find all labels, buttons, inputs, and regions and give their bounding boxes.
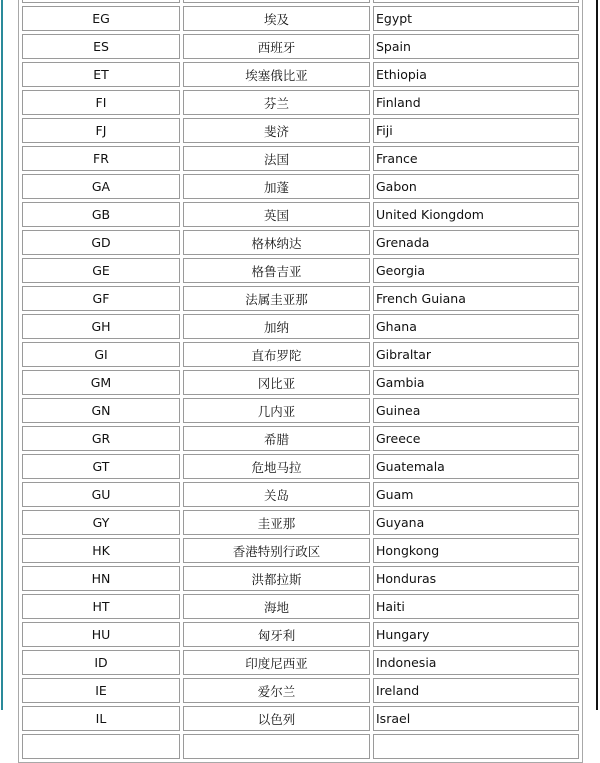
chinese-name-cell: 希腊 (183, 426, 370, 451)
table-row (22, 62, 579, 87)
english-name-cell: Hongkong (373, 538, 579, 563)
english-name-cell: Finland (373, 90, 579, 115)
table-row (22, 454, 579, 479)
table-row (22, 678, 579, 703)
country-code-cell: EG (22, 6, 180, 31)
table-row (22, 650, 579, 675)
country-code-cell: GH (22, 314, 180, 339)
chinese-name-cell: 几内亚 (183, 398, 370, 423)
table-row (22, 482, 579, 507)
country-code-cell: GI (22, 342, 180, 367)
english-name-cell: Gibraltar (373, 342, 579, 367)
country-code-cell: GA (22, 174, 180, 199)
table-row (22, 174, 579, 199)
chinese-name-cell: 洪都拉斯 (183, 566, 370, 591)
chinese-name-cell: 圭亚那 (183, 510, 370, 535)
country-code-cell: HK (22, 538, 180, 563)
window-right-border (596, 0, 598, 710)
chinese-name-cell: 格鲁吉亚 (183, 258, 370, 283)
country-code-cell: ID (22, 650, 180, 675)
table-row (22, 566, 579, 591)
english-name-cell: Georgia (373, 258, 579, 283)
table-row (22, 342, 579, 367)
table-row (22, 734, 579, 759)
country-code-cell (22, 734, 180, 759)
table-row (22, 398, 579, 423)
country-code-cell: HN (22, 566, 180, 591)
english-name-cell: Grenada (373, 230, 579, 255)
chinese-name-cell: 加蓬 (183, 174, 370, 199)
country-code-cell: GU (22, 482, 180, 507)
table-row (22, 370, 579, 395)
english-name-cell: Ethiopia (373, 62, 579, 87)
chinese-name-cell: 格林纳达 (183, 230, 370, 255)
chinese-name-cell: 西班牙 (183, 34, 370, 59)
country-code-cell: HT (22, 594, 180, 619)
english-name-cell: Fiji (373, 118, 579, 143)
chinese-name-cell: 冈比亚 (183, 370, 370, 395)
english-name-cell: Israel (373, 706, 579, 731)
chinese-name-cell: 匈牙利 (183, 622, 370, 647)
country-code-cell: FR (22, 146, 180, 171)
chinese-name-cell: 加纳 (183, 314, 370, 339)
english-name-cell: Honduras (373, 566, 579, 591)
country-code-cell: FI (22, 90, 180, 115)
english-name-cell: Guam (373, 482, 579, 507)
english-name-cell: Ghana (373, 314, 579, 339)
chinese-name-cell: 海地 (183, 594, 370, 619)
english-name-cell: United Kiongdom (373, 202, 579, 227)
chinese-name-cell: 埃塞俄比亚 (183, 62, 370, 87)
chinese-name-cell: 斐济 (183, 118, 370, 143)
chinese-name-cell: 危地马拉 (183, 454, 370, 479)
english-name-cell (373, 0, 579, 3)
english-name-cell: Haiti (373, 594, 579, 619)
country-code-cell: ES (22, 34, 180, 59)
table-row (22, 622, 579, 647)
table-row (22, 258, 579, 283)
table-row (22, 230, 579, 255)
english-name-cell: Guatemala (373, 454, 579, 479)
table-row (22, 286, 579, 311)
english-name-cell: France (373, 146, 579, 171)
english-name-cell: Hungary (373, 622, 579, 647)
chinese-name-cell: 英国 (183, 202, 370, 227)
table-row (22, 314, 579, 339)
table-row (22, 594, 579, 619)
country-code-cell: GD (22, 230, 180, 255)
table-row (22, 34, 579, 59)
country-code-cell: GT (22, 454, 180, 479)
table-row (22, 0, 579, 3)
table-row (22, 426, 579, 451)
english-name-cell: Ireland (373, 678, 579, 703)
country-code-cell: GE (22, 258, 180, 283)
chinese-name-cell: 关岛 (183, 482, 370, 507)
country-code-cell: GM (22, 370, 180, 395)
country-code-cell: IL (22, 706, 180, 731)
english-name-cell: Greece (373, 426, 579, 451)
english-name-cell: Spain (373, 34, 579, 59)
chinese-name-cell: 爱尔兰 (183, 678, 370, 703)
english-name-cell: French Guiana (373, 286, 579, 311)
chinese-name-cell: 法国 (183, 146, 370, 171)
country-code-cell: GN (22, 398, 180, 423)
country-code-cell: GR (22, 426, 180, 451)
table-row (22, 202, 579, 227)
chinese-name-cell (183, 734, 370, 759)
english-name-cell: Indonesia (373, 650, 579, 675)
country-code-cell: FJ (22, 118, 180, 143)
country-code-cell: GY (22, 510, 180, 535)
english-name-cell: Guinea (373, 398, 579, 423)
chinese-name-cell (183, 0, 370, 3)
table-row (22, 510, 579, 535)
country-code-table (18, 0, 583, 763)
table-row (22, 90, 579, 115)
country-code-cell: GB (22, 202, 180, 227)
table-body (22, 0, 579, 759)
chinese-name-cell: 芬兰 (183, 90, 370, 115)
country-code-cell: IE (22, 678, 180, 703)
table-row (22, 146, 579, 171)
country-code-cell: ET (22, 62, 180, 87)
english-name-cell: Gambia (373, 370, 579, 395)
table-row (22, 118, 579, 143)
chinese-name-cell: 以色列 (183, 706, 370, 731)
country-code-cell: HU (22, 622, 180, 647)
chinese-name-cell: 埃及 (183, 6, 370, 31)
chinese-name-cell: 直布罗陀 (183, 342, 370, 367)
chinese-name-cell: 法属圭亚那 (183, 286, 370, 311)
country-code-cell (22, 0, 180, 3)
chinese-name-cell: 香港特别行政区 (183, 538, 370, 563)
english-name-cell: Guyana (373, 510, 579, 535)
table-row (22, 6, 579, 31)
country-code-cell: GF (22, 286, 180, 311)
window-left-border (1, 0, 3, 710)
table-row (22, 538, 579, 563)
english-name-cell: Egypt (373, 6, 579, 31)
english-name-cell: Gabon (373, 174, 579, 199)
english-name-cell (373, 734, 579, 759)
chinese-name-cell: 印度尼西亚 (183, 650, 370, 675)
